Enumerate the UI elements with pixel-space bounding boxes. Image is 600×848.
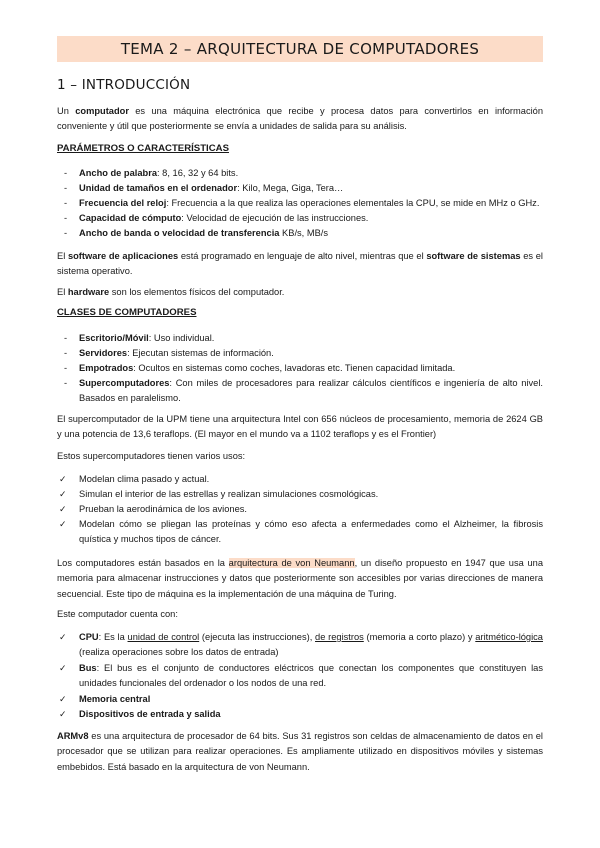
check-icon: ✓ <box>59 474 67 484</box>
intro-paragraph: Un computador es una máquina electrónica que recibe y procesa datos para convertirlos en información conveniente y útil que posteriormente se envía a unidades de salida para su análisis. <box>57 106 543 132</box>
document-title: TEMA 2 – ARQUITECTURA DE COMPUTADORES <box>120 40 480 58</box>
check-icon: ✓ <box>59 694 67 704</box>
software-paragraph: El software de aplicaciones está programado en lenguaje de alto nivel, mientras que el software de sistemas es el sistema operativo. <box>57 251 543 277</box>
check-icon: ✓ <box>59 519 67 529</box>
hardware-paragraph: El hardware son los elementos físicos del computador. <box>57 287 285 297</box>
check-icon: ✓ <box>59 504 67 514</box>
check-icon: ✓ <box>59 489 67 499</box>
check-icon: ✓ <box>59 709 67 719</box>
check-icon: ✓ <box>59 663 67 673</box>
title-banner <box>57 36 543 62</box>
components-intro: Este computador cuenta con: <box>57 609 178 619</box>
subheading-clases: CLASES DE COMPUTADORES <box>57 307 197 318</box>
check-icon: ✓ <box>59 632 67 642</box>
uses-intro: Estos supercomputadores tienen varios usos: <box>57 451 246 461</box>
upm-paragraph: El supercomputador de la UPM tiene una arquitectura Intel con 656 núcleos de procesamiento, memoria de 2624 GB y una potencia de 13,6 teraflops. (El mayor en el mundo va a 1102 teraflops y es el Frontier) <box>57 414 543 440</box>
section-heading-introduccion: 1 – INTRODUCCIÓN <box>57 77 191 93</box>
subheading-parametros: PARÁMETROS O CARACTERÍSTICAS <box>57 143 229 154</box>
armv8-paragraph: ARMv8 es una arquitectura de procesador de 64 bits. Sus 31 registros son celdas de almacenamiento de datos en el procesador que se utilizan para realizar operaciones. Es ampliamente utilizado en dispositivos móviles y sistemas embebidos. Está basado en la arquitectura de von Neumann. <box>57 731 543 772</box>
vonneumann-paragraph: Los computadores están basados en la arquitectura de von Neumann, un diseño propuesto en 1947 que usa una memoria para almacenar instrucciones y datos que posteriormente son accesibles por varias direcciones de manera secuencial. Este tipo de máquina es la implementación de una máquina de Turing. <box>57 558 543 599</box>
document-page: TEMA 2 – ARQUITECTURA DE COMPUTADORES 1 – INTRODUCCIÓN Un computador es una máquina electrónica que recibe y procesa datos para convertirlos en información conveniente y útil que posteriormente se envía a unidades de salida para su análisis. PARÁMETROS O CARACTERÍSTICAS - Ancho de palabra: 8, 16, 32 y 64 bits. - Unidad de tamaños en el ordenador: Kilo, Mega, Giga, Tera… - Frecuencia del reloj: Frecuencia a la que realiza las operaciones elementales la CPU, se mide en MHz o GHz. - Capacidad de cómputo: Velocidad de ejecución de las instrucciones. - Ancho de banda o velocidad de transferencia KB/s, MB/s El software de aplicaciones está programado en lenguaje de alto nivel, mientras que el software de sistemas es el sistema operativo. El hardware son los elementos físicos del computador. CLASES DE COMPUTADORES - Escritorio/Móvil: Uso individual. - Servidores: Ejecutan sistemas de información. - Empotrados: Ocultos en sistemas como coches, lavadoras etc. Tienen capacidad limitada. - Supercomputadores: Con miles de procesadores para realizar cálculos científicos e ingeniería de alto nivel. Basados en paralelismo. El supercomputador de la UPM tiene una arquitectura Intel con 656 núcleos de procesamiento, memoria de 2624 GB y una potencia de 13,6 teraflops. (El mayor en el mundo va a 1102 teraflops y es el Frontier) Estos supercomputadores tienen varios usos: ✓ Modelan clima pasado y actual. ✓ Simulan el interior de las estrellas y realizan simulaciones cosmológicas. ✓ Prueban la aerodinámica de los aviones. ✓ Modelan cómo se pliegan las proteínas y cómo eso afecta a enfermedades como el Alzheimer, la fibrosis quística y muchos tipos de cáncer. Los computadores están basados en la arquitectura de von Neumann, un diseño propuesto en 1947 que usa una memoria para almacenar instrucciones y datos que posteriormente son accesibles por varias direcciones de manera secuencial. Este tipo de máquina es la implementación de una máquina de Turing. Este computador cuenta con: ✓ CPU: Es la unidad de control (ejecuta las instrucciones), de registros (memoria a corto plazo) y aritmético-lógica (realiza operaciones sobre los datos de entrada) ✓ Bus: El bus es el conjunto de conductores eléctricos que conectan los componentes que constituyen las unidades funcionales del ordenador o los nodos de una red. ✓ Memoria central ✓ Dispositivos de entrada y salida ARMv8 es una arquitectura de procesador de 64 bits. Sus 31 registros son celdas de almacenamiento de datos en el procesador que se utilizan para realizar operaciones. Es ampliamente utilizado en dispositivos móviles y sistemas embebidos. Está basado en la arquitectura de von Neumann. <box>0 0 600 848</box>
